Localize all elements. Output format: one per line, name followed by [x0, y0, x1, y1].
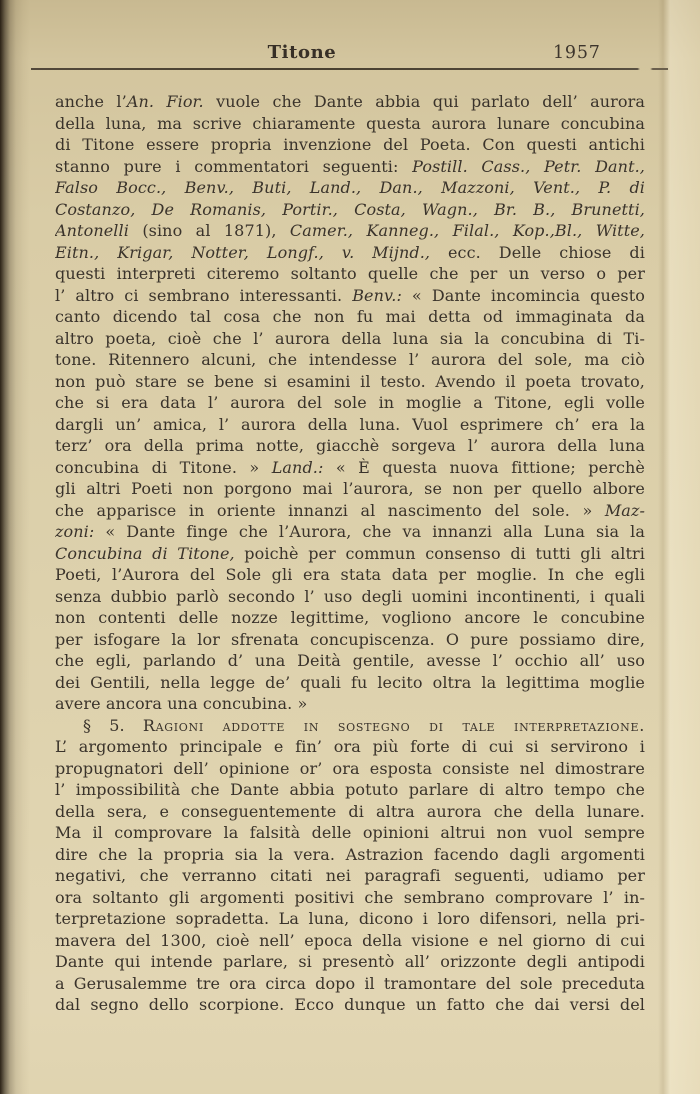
- smallcaps-text: Ragioni addotte in sostegno di tale interpretazione.: [142, 715, 645, 735]
- text-line: [55, 887, 645, 909]
- italic-text: Falso Bocc., Benv., Buti, Land., Dan., Mazzoni, Vent., P. di: [55, 178, 645, 197]
- text-line: [55, 392, 645, 414]
- text-line: [55, 672, 645, 694]
- body-text: canto dicendo tal cosa che non fu mai detta od immaginata da: [55, 307, 645, 326]
- text-line: [55, 220, 645, 242]
- text-line: [55, 457, 645, 479]
- italic-text: Benv.:: [352, 285, 402, 305]
- text-line: [55, 285, 645, 307]
- text-line: [55, 564, 645, 586]
- text-line: [55, 500, 645, 522]
- text-line: [55, 715, 645, 737]
- body-text: altro poeta, cioè che l’ aurora della luna sia la concubina di Ti-: [55, 328, 645, 348]
- body-text: dargli un’ amica, l’ aurora della luna. Vuol esprimere ch’ era la: [55, 414, 645, 434]
- text-line: [55, 113, 645, 135]
- body-text: L’ argomento principale e fin’ ora più forte di cui si servirono i: [55, 737, 645, 756]
- italic-text: An. Fior.: [126, 92, 204, 111]
- body-text: dal segno dello scorpione. Ecco dunque un fatto che dai versi del: [55, 995, 645, 1014]
- body-text: della luna, ma scrive chiaramente questa aurora lunare concubina: [55, 113, 645, 133]
- body-text: poichè per commun consenso di tutti gli altri: [234, 543, 645, 563]
- text-line: [55, 521, 645, 543]
- body-text: che egli, parlando d’ una Deità gentile, avesse l’ occhio all’ uso: [55, 651, 645, 670]
- body-text: senza dubbio parlò secondo l’ uso degli uomini incontinenti, i quali: [55, 586, 645, 606]
- text-block: [55, 91, 645, 1016]
- body-text: per isfogare la lor sfrenata concupiscenza. O pure possiamo dire,: [55, 629, 645, 649]
- page-number: 1957: [553, 43, 601, 63]
- italic-text: Land.:: [271, 457, 324, 477]
- text-line: [55, 91, 645, 113]
- body-text: che apparisce in oriente innanzi al nascimento del sole. »: [55, 500, 605, 520]
- italic-text: Concubina di Titone,: [55, 543, 235, 563]
- body-text: di Titone essere propria invenzione del Poeta. Con questi antichi: [55, 135, 645, 154]
- body-text: concubina di Titone. »: [55, 457, 272, 477]
- italic-text: Camer., Kanneg., Filal., Kop.,Bl., Witte,: [289, 221, 645, 240]
- text-line: [55, 758, 645, 780]
- body-text: § 5.: [83, 715, 143, 735]
- body-text: Poeti, l’Aurora del Sole gli era stata data per moglie. In che egli: [55, 565, 645, 584]
- body-text: non può stare se bene si esamini il testo. Avendo il poeta trovato,: [55, 371, 645, 391]
- text-line: [55, 844, 645, 866]
- text-line: [55, 822, 645, 844]
- text-line: [55, 629, 645, 651]
- text-line: [55, 371, 645, 393]
- body-text: che si era data l’ aurora del sole in moglie a Titone, egli volle: [55, 393, 645, 412]
- text-line: [55, 478, 645, 500]
- body-text: « Dante finge che l’Aurora, che va innanzi alla Luna sia la: [94, 522, 645, 541]
- running-head-title: Titone: [267, 42, 337, 63]
- body-text: questi interpreti citeremo soltanto quelle che per un verso o per: [55, 264, 645, 283]
- text-line: [55, 908, 645, 930]
- text-line: [55, 801, 645, 823]
- body-text: l’ altro ci sembrano interessanti.: [55, 285, 353, 305]
- body-text: (sino al 1871),: [128, 221, 290, 240]
- italic-text: zoni:: [55, 522, 95, 541]
- body-text: propugnatori dell’ opinione or’ ora esposta consiste nel dimostrare: [55, 758, 645, 778]
- italic-text: Costanzo, De Romanis, Portir., Costa, Wagn., Br. B., Brunetti,: [55, 199, 645, 219]
- text-line: [55, 328, 645, 350]
- text-line: [55, 607, 645, 629]
- body-text: stanno pure i commentatori seguenti:: [55, 156, 413, 176]
- body-text: « Dante incomincia questo: [401, 285, 645, 305]
- body-text: avere ancora una concubina. »: [55, 694, 308, 713]
- body-text: Dante qui intende parlare, si presentò all’ orizzonte degli antipodi: [55, 952, 645, 971]
- italic-text: Eitn., Krigar, Notter, Longf., v. Mijnd.,: [55, 242, 431, 262]
- body-text: Ma il comprovare la falsità delle opinioni altrui non vuol sempre: [55, 823, 645, 842]
- text-line: [55, 349, 645, 371]
- body-text: anche l’: [55, 92, 127, 111]
- body-text: mavera del 1300, cioè nell’ epoca della visione e nel giorno di cui: [55, 930, 645, 950]
- text-line: [55, 435, 645, 457]
- body-text: negativi, che verranno citati nei paragrafi seguenti, udiamo per: [55, 866, 645, 885]
- italic-text: Antonelli: [55, 221, 129, 240]
- text-line: [55, 650, 645, 672]
- body-text: vuole che Dante abbia qui parlato dell’ aurora: [203, 92, 645, 111]
- body-text: gli altri Poeti non porgono mai l’aurora, se non per quello albore: [55, 479, 645, 498]
- body-text: ecc. Delle chiose di: [430, 242, 645, 262]
- body-text: a Gerusalemme tre ora circa dopo il tramontare del sole preceduta: [55, 973, 645, 993]
- text-line: [55, 156, 645, 178]
- text-line: [55, 306, 645, 328]
- text-line: [55, 242, 645, 264]
- text-line: [55, 177, 645, 199]
- italic-text: Maz-: [604, 500, 645, 520]
- body-text: l’ impossibilità che Dante abbia potuto parlare di altro tempo che: [55, 780, 645, 799]
- text-line: [55, 134, 645, 156]
- body-text: non contenti delle nozze legittime, vogliono ancore le concubine: [55, 608, 645, 627]
- italic-text: Postill. Cass., Petr. Dant.,: [412, 156, 645, 176]
- text-line: [55, 736, 645, 758]
- body-text: terz’ ora della prima notte, giacchè sorgeva l’ aurora della luna: [55, 436, 645, 455]
- body-text: dei Gentili, nella legge de’ quali fu lecito oltra la legittima moglie: [55, 672, 645, 692]
- header-rule: [31, 68, 668, 70]
- text-line: [55, 263, 645, 285]
- text-line: [55, 199, 645, 221]
- text-line: [55, 414, 645, 436]
- text-line: [55, 930, 645, 952]
- text-line: [55, 779, 645, 801]
- body-text: della sera, e conseguentemente di altra aurora che della lunare.: [55, 801, 645, 821]
- body-text: ora soltanto gli argomenti positivi che sembrano comprovare l’ in-: [55, 887, 645, 907]
- text-line: [55, 994, 645, 1016]
- text-line: [55, 973, 645, 995]
- text-line: [55, 865, 645, 887]
- body-text: « È questa nuova fittione; perchè: [323, 457, 645, 477]
- body-text: tone. Ritennero alcuni, che intendesse l’ aurora del sole, ma ciò: [55, 350, 645, 369]
- text-line: [55, 586, 645, 608]
- text-line: [55, 693, 645, 715]
- body-text: terpretazione sopradetta. La luna, dicono i loro difensori, nella pri-: [55, 909, 645, 928]
- text-line: [55, 543, 645, 565]
- text-line: [55, 951, 645, 973]
- body-text: dire che la propria sia la vera. Astrazion facendo dagli argomenti: [55, 844, 645, 864]
